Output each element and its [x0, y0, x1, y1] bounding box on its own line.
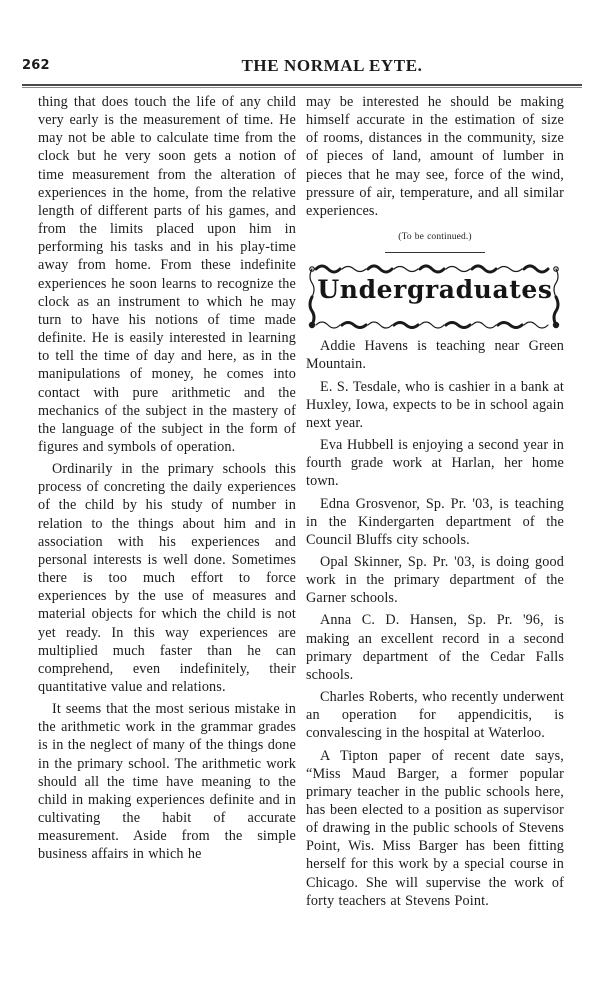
- running-title: THE NORMAL EYTE.: [241, 56, 423, 75]
- news-item: Charles Roberts, who recently underwent an operation for appendicitis, is convalescing in the hospital at Waterloo.: [306, 689, 564, 742]
- news-item: Eva Hubbell is enjoying a second year in fourth grade work at Harlan, her home town.: [306, 437, 564, 490]
- news-item: A Tipton paper of recent date says, “Miss Maud Barger, a former popular primary teacher in the public schools here, has been elected to a position as supervisor of drawing in the public schools of Stevens Point, Wis. Miss Barger has been fitting herself for this work by a special course in Chicago. She will supervise the work of forty teachers at Stevens Point.: [306, 747, 564, 909]
- article-paragraph: thing that does touch the life of any child very early is the measurement of time. He may not be able to calculate time from the clock but he very soon gets a notion of time measurement from the alteration of experiences in the home, from the relative length of different parts of his games, and from the limits placed upon him in performing his tasks and in his play-time away from home. From these indefinite experiences he soon learns to recognize the clock as an instrument to which he may turn to have his notions of time made definite. He is easily interested in learning to tell the time of day and here, as in the manipulations of money, he comes into contact with pure arithmetic and the mechanics of the subject in the mastery of the language of the subject in the form of figures and symbols of operation.: [38, 94, 296, 455]
- right-column: [306, 93, 564, 910]
- section-divider: [385, 252, 485, 253]
- section-title: Undergraduates: [317, 275, 553, 305]
- header-rule: [22, 84, 582, 88]
- section-heading-frame: [306, 261, 564, 333]
- article-paragraph: It seems that the most serious mistake in the arithmetic work in the grammar grades is in the neglect of many of the things done in the primary school. The arithmetic work should all the time have meaning to the child in making experiences definite and in cultivating the habit of accurate measurement. Aside from the simple business affairs in which he: [38, 701, 296, 863]
- page-header: [22, 56, 582, 86]
- news-item: E. S. Tesdale, who is cashier in a bank at Huxley, Iowa, expects to be in school again next year.: [306, 378, 564, 431]
- news-item: Opal Skinner, Sp. Pr. '03, is doing good work in the primary department of the Garner schools.: [306, 553, 564, 607]
- news-item: Edna Grosvenor, Sp. Pr. '03, is teaching in the Kindergarten department of the Council Bluffs city schools.: [306, 495, 564, 548]
- left-column: [38, 93, 296, 864]
- to-be-continued-note: (To be continued.): [398, 232, 472, 243]
- article-continuation: may be interested he should be making himself accurate in the estimation of size of rooms, distances in the community, size of pieces of land, amount of lumber in pieces that he may see, force of the wind, pressure of air, temperature, and all similar experiences.: [306, 94, 564, 219]
- news-item: Addie Havens is teaching near Green Mountain.: [306, 338, 564, 373]
- page-number: 262: [22, 58, 50, 73]
- news-item: Anna C. D. Hansen, Sp. Pr. '96, is making an excellent record in a second primary department of the Cedar Falls schools.: [306, 612, 564, 683]
- article-paragraph: Ordinarily in the primary schools this process of concreting the daily experiences of the child by his study of number in relation to the things about him and in association with his experiences and personal interests is well done. Sometimes there is too much effort to force experiences by the use of measures and material objects for which the child is not yet ready. In this way experiences are multiplied much faster than he can comprehend, even indefinitely, their quantitative value and relations.: [38, 461, 296, 695]
